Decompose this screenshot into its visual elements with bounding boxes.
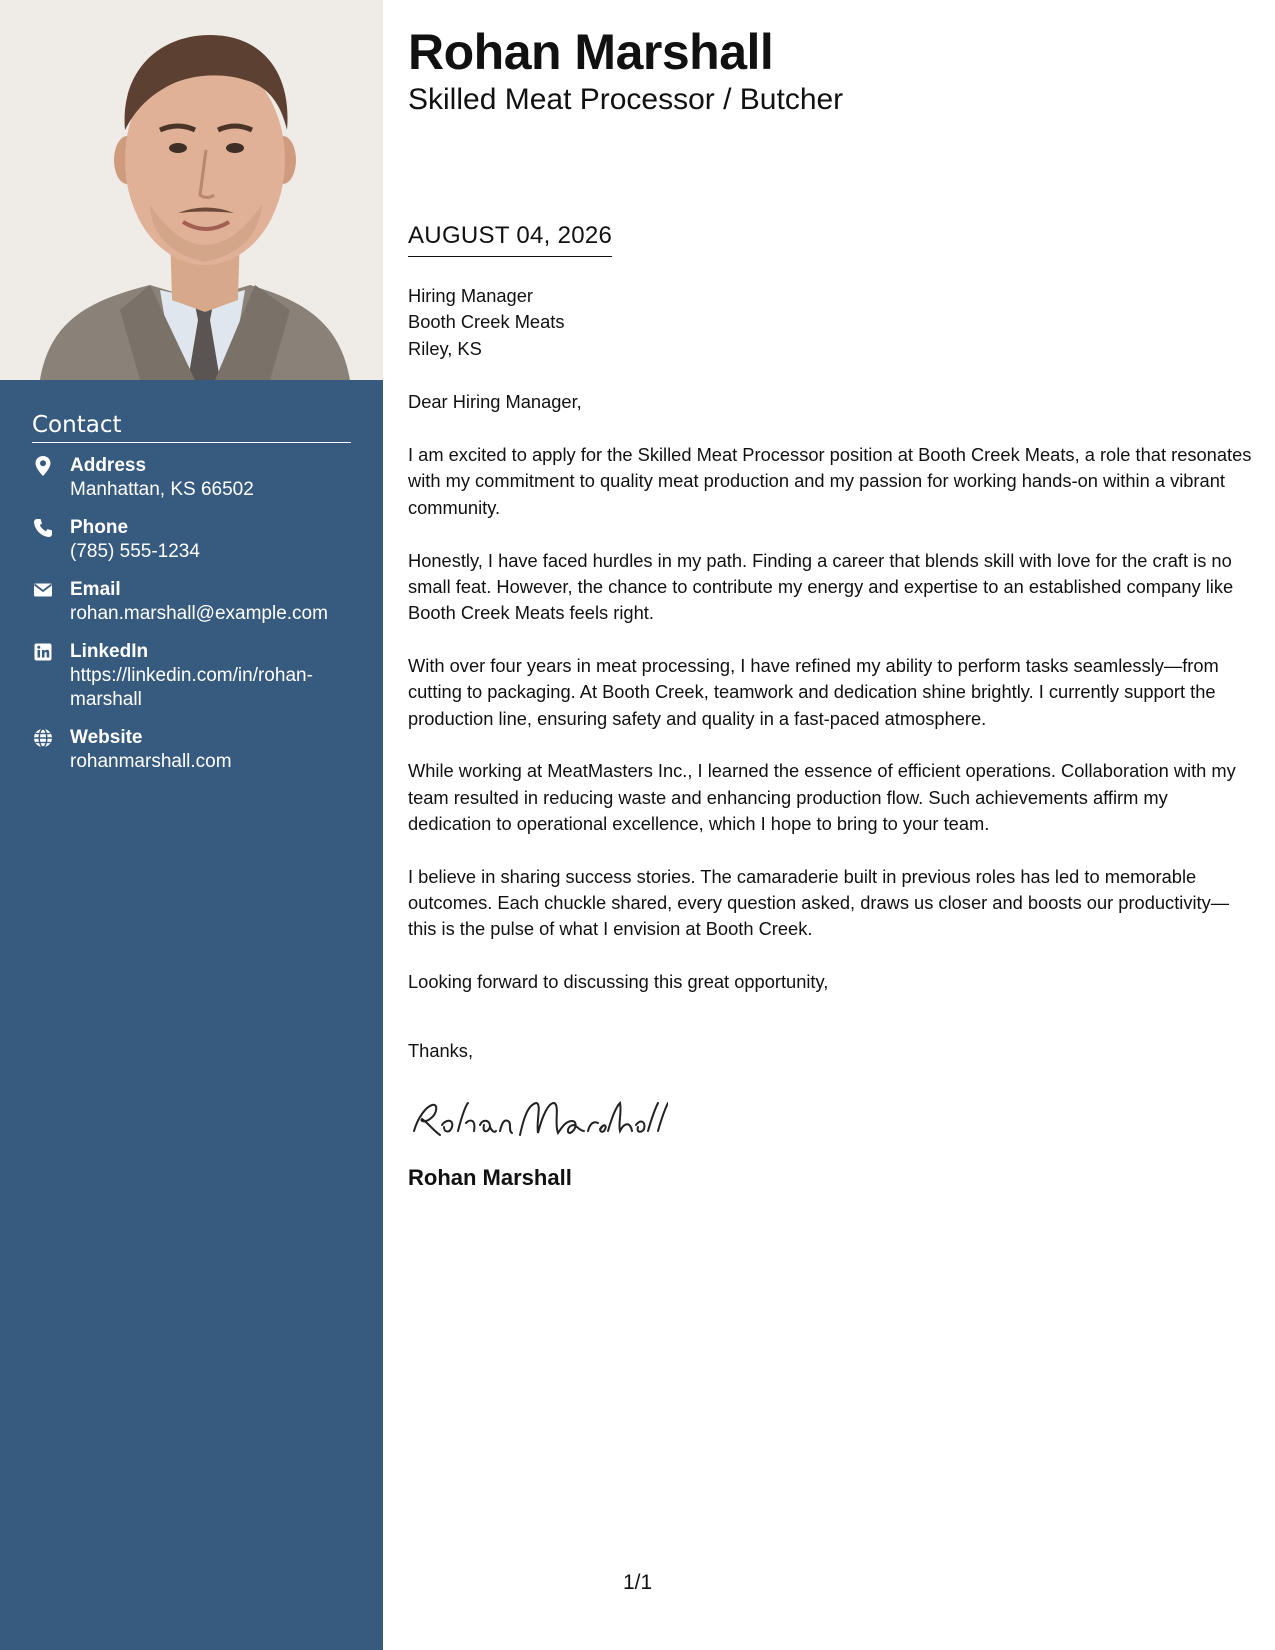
- job-title: Skilled Meat Processor / Butcher: [408, 83, 844, 116]
- thanks-line: Thanks,: [408, 1040, 474, 1062]
- website-label: Website: [70, 727, 143, 748]
- body-paragraph: With over four years in meat processing, I have refined my ability to perform tasks seamlessly—from cutting to packaging. At Booth Creek, teamwork and dedication shine brightly. I currently support the production line, ensuring safety and quality in a fast-paced atmosphere.: [408, 654, 1219, 729]
- linkedin-label: LinkedIn: [70, 641, 149, 662]
- body-paragraph: Honestly, I have faced hurdles in my path. Finding a career that blends skill with love for the craft is no small feat. However, the chance to contribute my energy and expertise to an established company like Booth Creek Meats feels right.: [408, 549, 1234, 624]
- body-paragraph: While working at MeatMasters Inc., I learned the essence of efficient operations. Collaboration with my team resulted in reducing waste and enhancing production flow. Such achievements affirm my dedication to operational excellence, which I hope to bring to your team.: [408, 760, 1236, 834]
- contact-section: [32, 412, 351, 787]
- phone-icon: [32, 517, 54, 539]
- contact-email: [32, 577, 351, 626]
- envelope-icon: [32, 579, 54, 601]
- profile-photo: [0, 0, 383, 380]
- handwritten-signature: [408, 1091, 1253, 1145]
- contact-linkedin: [32, 639, 351, 712]
- linkedin-value[interactable]: https://linkedin.com/in/rohan-marshall: [70, 665, 313, 710]
- phone-value[interactable]: (785) 555-1234: [70, 541, 200, 562]
- salutation: Dear Hiring Manager,: [408, 390, 582, 412]
- linkedin-icon: [32, 641, 54, 663]
- sidebar: [0, 0, 383, 1650]
- body-paragraph: I believe in sharing success stories. The camaraderie built in previous roles has led to memorable outcomes. Each chuckle shared, every question asked, draws us closer and boosts our productivity—this is the pulse of what I envision at Booth Creek.: [408, 865, 1230, 940]
- website-value[interactable]: rohanmarshall.com: [70, 751, 232, 772]
- contact-address: [32, 453, 351, 502]
- page-number: 1/1: [623, 1571, 653, 1594]
- closing-line: Looking forward to discussing this great opportunity,: [408, 971, 829, 993]
- phone-label: Phone: [70, 517, 129, 538]
- contact-website: [32, 725, 351, 774]
- location-pin-icon: [32, 455, 54, 477]
- email-value[interactable]: rohan.marshall@example.com: [70, 603, 328, 624]
- contact-heading: Contact: [32, 412, 351, 443]
- body-paragraph: I am excited to apply for the Skilled Meat Processor position at Booth Creek Meats, a role that resonates with my commitment to quality meat production and my passion for working hands-on within a vibrant community.: [408, 444, 1252, 518]
- letter-body: [408, 283, 1253, 1191]
- email-label: Email: [70, 579, 121, 600]
- applicant-name: Rohan Marshall: [408, 24, 774, 80]
- recipient-line: Booth Creek Meats: [408, 311, 565, 333]
- letter-date: AUGUST 04, 2026: [408, 222, 612, 257]
- address-label: Address: [70, 455, 147, 476]
- header: [408, 22, 1253, 118]
- recipient-line: Riley, KS: [408, 337, 482, 359]
- address-value: Manhattan, KS 66502: [70, 479, 254, 500]
- globe-icon: [32, 727, 54, 749]
- signer-name: Rohan Marshall: [408, 1164, 572, 1190]
- contact-phone: [32, 515, 351, 564]
- recipient-block: [408, 283, 1253, 362]
- recipient-line: Hiring Manager: [408, 285, 533, 306]
